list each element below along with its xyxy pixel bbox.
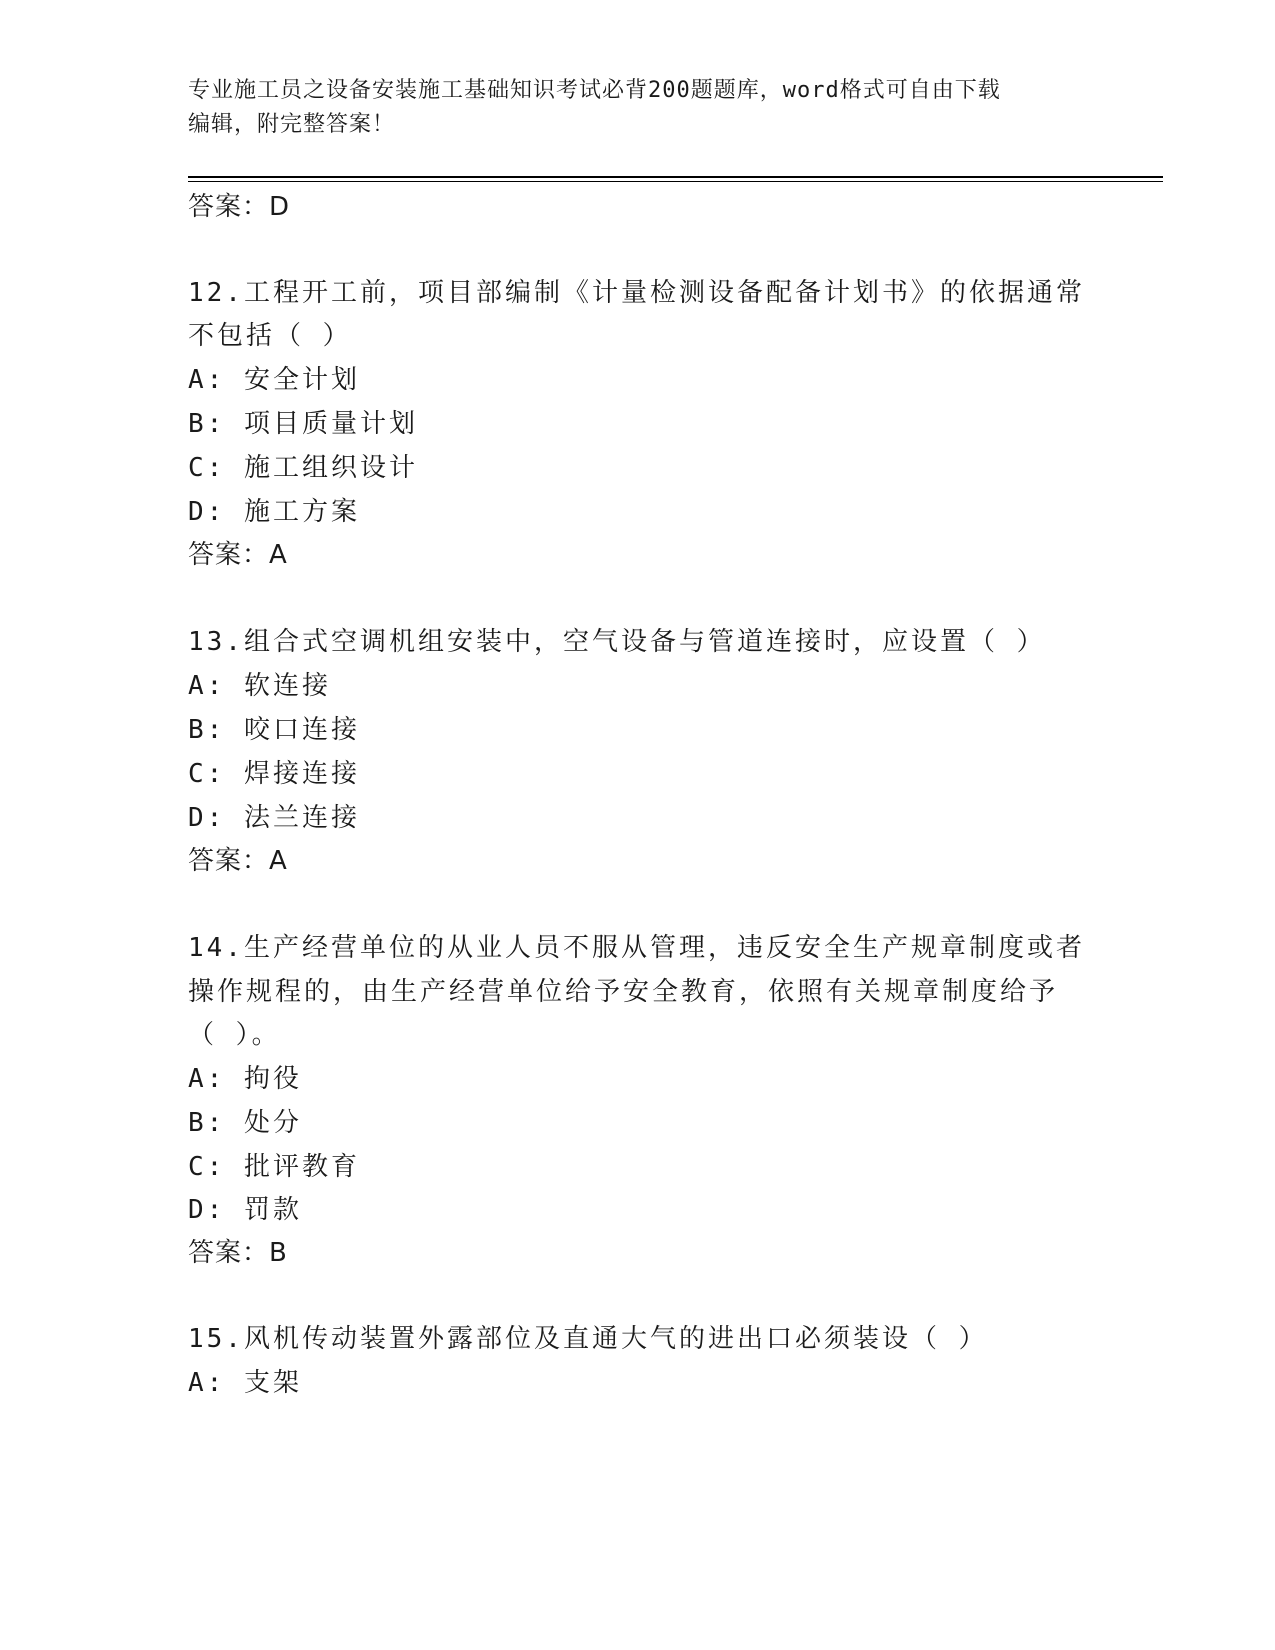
question-13-option-c: C: 焊接连接 (188, 759, 360, 789)
header-divider-thin (188, 181, 1163, 182)
question-12-stem-line-1: 12.工程开工前，项目部编制《计量检测设备配备计划书》的依据通常 (188, 278, 1085, 308)
question-14-stem-line-2: 操作规程的，由生产经营单位给予安全教育，依照有关规章制度给予 (188, 977, 1059, 1007)
question-15-stem-line-1: 15.风机传动装置外露部位及直通大气的进出口必须装设（ ） (188, 1324, 988, 1354)
header-line-2: 编辑，附完整答案！ (188, 112, 396, 137)
question-13-option-b: B: 咬口连接 (188, 715, 360, 745)
question-12-stem-line-2: 不包括（ ） (188, 321, 352, 351)
answer-13: 答案：A (188, 846, 288, 876)
answer-11: 答案：D (188, 192, 291, 222)
answer-14: 答案：B (188, 1238, 288, 1268)
question-13-option-a: A: 软连接 (188, 671, 331, 701)
question-12-option-d: D: 施工方案 (188, 497, 360, 527)
question-14-option-b: B: 处分 (188, 1108, 302, 1138)
question-14-option-c: C: 批评教育 (188, 1152, 360, 1182)
question-14-option-a: A: 拘役 (188, 1064, 302, 1094)
answer-12: 答案：A (188, 540, 288, 570)
header-divider-thick (188, 176, 1163, 178)
question-14-option-d: D: 罚款 (188, 1195, 302, 1225)
question-13-stem-line-1: 13.组合式空调机组安装中，空气设备与管道连接时，应设置（ ） (188, 627, 1046, 657)
question-14-stem-line-3: （ ）。 (188, 1020, 281, 1050)
question-15-option-a: A: 支架 (188, 1368, 302, 1398)
question-14-stem-line-1: 14.生产经营单位的从业人员不服从管理，违反安全生产规章制度或者 (188, 933, 1085, 963)
question-12-option-b: B: 项目质量计划 (188, 409, 418, 439)
document-header (188, 74, 1068, 142)
header-line-1: 专业施工员之设备安装施工基础知识考试必背200题题库，word格式可自由下载 (188, 78, 1001, 103)
question-12-option-c: C: 施工组织设计 (188, 453, 418, 483)
question-12-option-a: A: 安全计划 (188, 365, 360, 395)
question-13-option-d: D: 法兰连接 (188, 803, 360, 833)
